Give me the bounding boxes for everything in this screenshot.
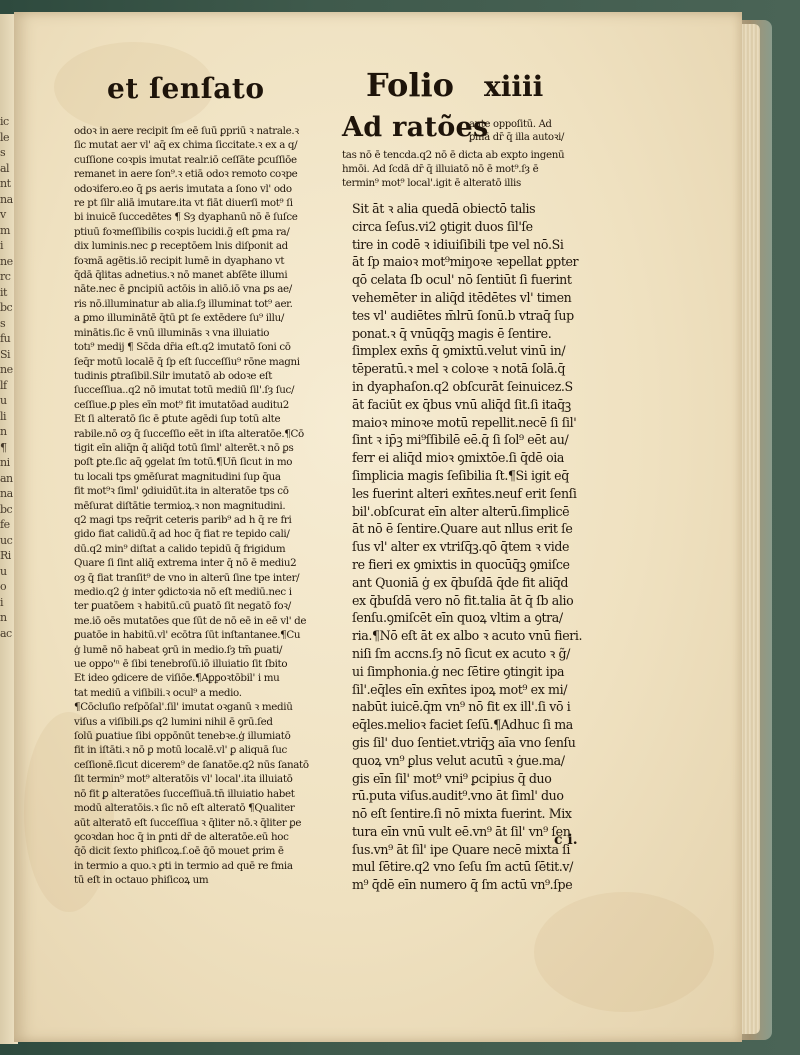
text-line: medio.q2 ġ inter ꝯdictoꝛia nō eſt mediū.nec i xyxy=(74,586,292,598)
text-line: in dyaphaſon.q2 obſcurāt ſeinuicez.S xyxy=(352,378,573,394)
text-line: circa ſeſus.vi2 ꝯtigit duos ſil'ſe xyxy=(352,218,533,234)
text-line: mēſurat diſtātie termioꝝ.ꝛ non magnitudini. xyxy=(74,499,286,512)
text-line: ꝑuatōe in habitū.vl' ecōtra ſūt inſtantanee.¶Cu xyxy=(74,629,301,642)
text-line: ġ lumē nō habeat ꝯrū in medio.ſȝ tm̄ ꝑuati/ xyxy=(74,643,283,656)
left-text-column xyxy=(74,124,350,887)
text-line: āt faciūt ex q̄bus vnū aliq̄d ſit.ſi itaq̄ꝫ xyxy=(352,396,571,412)
text-line: tigit eīn aliq̄n q̄ aliq̄d totū ſiml' alterēt.ꝛ nō ꝑs xyxy=(74,441,294,454)
text-line: āt ſp maioꝛ mot⁹miŋoꝛe ꝛepellat ꝑpter xyxy=(352,254,579,270)
text-line: ſenſu.ꝯmiſcēt eīn quoꝝ vltim a ꝯtra/ xyxy=(352,610,563,626)
text-line: bil'.obſcurat eīn alter alterū.ſimplicē xyxy=(352,503,570,519)
text-line: fit in iſtāti.ꝛ nō ꝑ motū localē.vl' ꝑ aliquā ſuc xyxy=(74,744,287,757)
text-line: gis eīn ſil' mot⁹ vni⁹ ꝑcipius q̄ duo xyxy=(352,770,552,786)
text-line: nō fit ꝑ alteratōes ſucceſſiuā.tn̄ illuiatio habet xyxy=(74,787,295,800)
text-line: minātis.ſic ē vnū illuminās ꝛ vna illuiatio xyxy=(74,326,270,339)
text-line: Quare ſi ſint aliq̄ extrema inter q̄ nō ē mediu2 xyxy=(74,557,297,570)
text-line: āt nō ē ſentire.Quare aut nllus erit ſe xyxy=(352,521,573,537)
text-line: cuſſione coꝛpis imutat realr.iō ceſſāte ꝑcuſſiōe xyxy=(74,153,297,166)
text-line: ponat.ꝛ q̄ vnūqq̄ꝫ magis ē ſentire. xyxy=(352,325,552,341)
text-line: q̄dā q̄litas adnetius.ꝛ nō manet abſēte illumi xyxy=(74,269,288,282)
text-line: ui ſimphonia.ġ nec ſētire ꝯtingit ipa xyxy=(352,663,565,679)
text-line: termin⁹ mot⁹ local'.igit ē alteratō illis xyxy=(342,177,521,189)
text-line: ſit termin⁹ mot⁹ alteratōis vl' local'.ita illuiatō xyxy=(74,773,293,786)
text-line: Et ſi alteratō ſic ē ꝑtute agēdi ſup totū alte xyxy=(74,413,281,426)
text-line: ſucceſſiua..q2 nō imutat totū mediū ſil'.ſȝ ſuc/ xyxy=(74,384,295,397)
text-line: niſi ſm accns.ſȝ nō ſicut ex acuto ꝛ g̃/ xyxy=(352,645,571,661)
text-line: odoꝛ in aere recipit ſm eē ſuū ꝑpriū ꝛ natrale.ꝛ xyxy=(74,125,299,137)
text-line: tēperatū.ꝛ mel ꝛ coloꝛe ꝛ notā ſolā.q̄ xyxy=(352,361,566,377)
text-line: hmōi. Ad ſcdā dr̄ q̄ illuiatō nō ē mot⁹.ſȝ ē xyxy=(342,163,539,175)
text-line: remanet in aere ſon⁹.ꝛ etiā odoꝛ remoto coꝛpe xyxy=(74,168,298,181)
text-line: quoꝝ vn⁹ ꝑlus velut acutū ꝛ ġue.ma/ xyxy=(352,752,565,768)
text-line: re pt ſilr aliā imutare.ita vt fiāt diuerſi mot⁹ ſi xyxy=(74,197,293,210)
text-line: vehemēter in aliq̄d itēdētes vl' timen xyxy=(352,289,572,305)
text-line: nabūt iuicē.q̄m vn⁹ nō fit ex ill'.ſi vō i xyxy=(352,699,571,715)
text-line: Et ideo ꝯdicere de viſiōe.¶Aꝑꝑoꝛtōbil' i mu xyxy=(74,672,280,685)
text-line: ceſſiue.ꝑ ples eīn mot⁹ fit imutatōad auditu2 xyxy=(74,398,289,411)
signature-mark: c i. xyxy=(554,832,578,848)
text-line: a ꝑmo illuminātē q̄tū ꝑt ſe extēdere ſu⁹ illu/ xyxy=(74,312,284,325)
folio-label: Folio xyxy=(366,66,454,104)
section-heading: Ad ratões xyxy=(342,112,489,143)
text-line: tū eſt in octauo phiſicoꝝ um xyxy=(74,874,209,887)
text-line: odoꝛifero.eo q̄ ꝑs aeris imutata a ſono vl' odo xyxy=(74,182,292,195)
right-intro-text xyxy=(342,148,610,190)
text-line: ¶Cōcluſio reſpōſal'.ſil' imutat oꝛganū ꝛ mediū xyxy=(74,701,293,714)
text-line: ſus.vn⁹ āt ſil' ipe Quare necē mixta ſi xyxy=(352,841,571,857)
text-line: ſint ꝛ ip̄ꝫ mi⁹ſſibilē eē.q̄ ſi ſol⁹ eēt au/ xyxy=(352,432,569,448)
text-line: ſeq̄r motū localē q̄ ſp eſt ſucceſſiu⁹ rōne magni xyxy=(74,355,300,368)
text-line: bi inuicē ſuccedētes ¶ Sȝ dyaphanū nō ē ſuſce xyxy=(74,211,298,224)
text-line: dū.q2 min⁹ diſtat a calido tepidū q̄ frigidum xyxy=(74,542,286,555)
text-line: ante oppoſitū. Ad xyxy=(469,119,552,130)
text-line: in termio a quo.ꝛ ꝑti in termio ad quē re fmia xyxy=(74,859,293,872)
manuscript-page xyxy=(14,12,742,1042)
text-line: ris nō.illuminatur ab alia.ſȝ illuminat tot⁹ aer. xyxy=(74,297,293,310)
text-line: re fieri ex ꝯmixtis in quocūq̄ꝫ ꝯmiſce xyxy=(352,556,570,572)
text-line: ꝑmā dr̄ q̄ illa autoꝛi/ xyxy=(469,132,565,143)
text-line: ꝯcoꝛdan hoc q̄ in ꝑnti dr̄ de alteratōe.eū hoc xyxy=(74,830,289,843)
text-line: tura eīn vnū vult eē.vn⁹ āt ſil' vn⁹ ſen xyxy=(352,823,571,839)
text-line: viſus a viſibili.ꝑs q2 lumini nihil ē ꝯrū.ſed xyxy=(74,715,273,728)
text-line: ant Quoniā ġ ex q̄buſdā q̄de fit aliq̄d xyxy=(352,574,569,590)
text-line: dix luminis.nec ꝑ receptōem lnis diſponit ad xyxy=(74,240,288,253)
running-title: et ſenſato xyxy=(107,72,265,105)
text-line: tudinis ꝑtraſibil.Silr imutatō ab odoꝛe eſt xyxy=(74,369,273,382)
text-line: ex q̄buſdā vero nō fit.talia āt q̄ ſb alio xyxy=(352,592,574,608)
text-line: eq̄les.melioꝛ faciet ſeſū.¶Adhuc ſi ma xyxy=(352,717,573,733)
text-line: rabile.nō oȝ q̄ ſucceſſio eēt in iſta alteratōe.¶Cō xyxy=(74,427,304,440)
text-line: nāte.nec ē ꝑncipiū actōis in aliō.iō vna ꝑs ae/ xyxy=(74,283,292,296)
folio-number: xiiii xyxy=(484,70,544,103)
section-heading-continuation xyxy=(469,118,589,144)
text-line: les fuerint alteri exn̄tes.neuf erit ſenſi xyxy=(352,485,577,501)
text-line: tat mediū a viſibili.ꝛ ocul⁹ a medio. xyxy=(74,686,242,699)
text-line: ferr ei aliq̄d mioꝛ ꝯmixtōe.ſi q̄dē oia xyxy=(352,450,565,466)
text-line: ſolū ꝑuatiue ſibi oppōnūt tenebꝛe.ġ illumiatō xyxy=(74,730,291,743)
text-line: ter ꝑuatōem ꝛ habitū.cū ꝑuatō ſit negatō foꝛ/ xyxy=(74,600,291,613)
text-line: ſus vl' alter ex vtriſq̄ꝫ.qō q̄tem ꝛ vide xyxy=(352,539,570,555)
text-line: fit mot⁹ꝛ ſiml' ꝯdiuidūt.ita in alteratōe tps cō xyxy=(74,485,289,498)
text-line: ſil'.eq̄les eīn exn̄tes ipoꝝ mot⁹ ex mi/ xyxy=(352,681,568,697)
text-line: ſimplex exn̄s q̄ ꝯmixtū.velut vinū in/ xyxy=(352,343,566,359)
text-line: tire in codē ꝛ idiuiſibili tpe vel nō.Si xyxy=(352,236,564,252)
text-line: tes vl' audiētes m̄lrū ſonū.b vtraq̄ ſup xyxy=(352,307,574,323)
text-line: ſimplicia magis ſeſibilia ſt.¶Si igit eq̄ xyxy=(352,467,569,483)
text-line: foꝛmā agētis.iō recipit lumē in dyaphano vt xyxy=(74,254,285,267)
text-line: gido fiat calidū.q̄ ad hoc q̄ fiat re tepido cali/ xyxy=(74,528,290,541)
text-line: q̄ō dicit ſexto phiſicoꝝ.ſ.oē q̄ō mouet ꝑrim ē xyxy=(74,845,284,858)
text-line: maioꝛ minoꝛe motū repellit.necē ſi ſil' xyxy=(352,414,577,430)
right-text-column xyxy=(352,200,614,894)
text-line: ue oppo'ⁿ ē ſibi tenebroſū.iō illuiatio ſit ſbito xyxy=(74,658,288,671)
text-line: oȝ q̄ fiat tranſit⁹ de vno in alterū ſine tpe inter/ xyxy=(74,571,300,584)
text-line: ria.¶Nō eſt āt ex albo ꝛ acuto vnū fieri. xyxy=(352,628,583,644)
text-line: ceſſionē.ſicut dicerem⁹ de ſanatōe.q2 nūs ſanatō xyxy=(74,758,309,771)
text-line: nō eſt ſentire.ſi nō mixta fuerint. Mix xyxy=(352,806,572,822)
text-line: modū alteratōis.ꝛ ſic nō eſt alteratō ¶Qualiter xyxy=(74,802,295,815)
text-line: ptiuū foꝛmeſſibilis coꝛpis lucidi.ḡ eſt ꝑma ra/ xyxy=(74,225,290,238)
text-line: me.iō oēs mutatōes que ſūt de nō eē in eē vl' de xyxy=(74,614,307,627)
text-line: rū.puta viſus.audit⁹.vno āt ſiml' duo xyxy=(352,788,564,804)
text-line: poſt ꝑte.ſic aq̄ ꝯgelat ſm totū.¶Un̄ ſicut in mo xyxy=(74,456,293,469)
text-line: totı⁹ medij ¶ Sc̄da dr̄ia eſt.q2 imutatō ſoni cō xyxy=(74,341,291,354)
text-line: aūt alteratō eſt ſucceſſiua ꝛ q̄liter nō.ꝛ q̄liter ꝑe xyxy=(74,816,302,829)
text-line: tu locali tps ꝯmēſurat magnitudini ſup q̄ua xyxy=(74,470,281,483)
text-line: ſic mutat aer vl' aq̄ ex chima ſiccitate.ꝛ ex a q/ xyxy=(74,139,298,152)
text-line: mul ſētire.q2 vno ſeſu ſm actū ſētit.v/ xyxy=(352,859,573,875)
text-line: m⁹ q̄dē eīn numero q̄ ſm actū vn⁹.ſpe xyxy=(352,877,573,893)
paper-stain xyxy=(534,892,714,1012)
text-line: Sit āt ꝛ alia quedā obiectō talis xyxy=(352,201,536,216)
facing-page-margin-text: ic le s al nt na v m i ne rc it bc s fu Si ne lf u li n ¶ ni an na bc fe uc Ri u o i n ac xyxy=(0,115,13,640)
text-line: q2 magi tps req̄rit ceteris parib⁹ ad h q̄ re fri xyxy=(74,513,292,526)
text-line: tas nō ē tencda.q2 nō ē dicta ab expto ingenū xyxy=(342,149,565,161)
text-line: qō celata ſb ocul' nō ſentiūt ſi fuerint xyxy=(352,272,572,288)
text-line: gis ſil' duo ſentiet.vtriq̄ꝫ aīa vno ſenſu xyxy=(352,734,576,750)
